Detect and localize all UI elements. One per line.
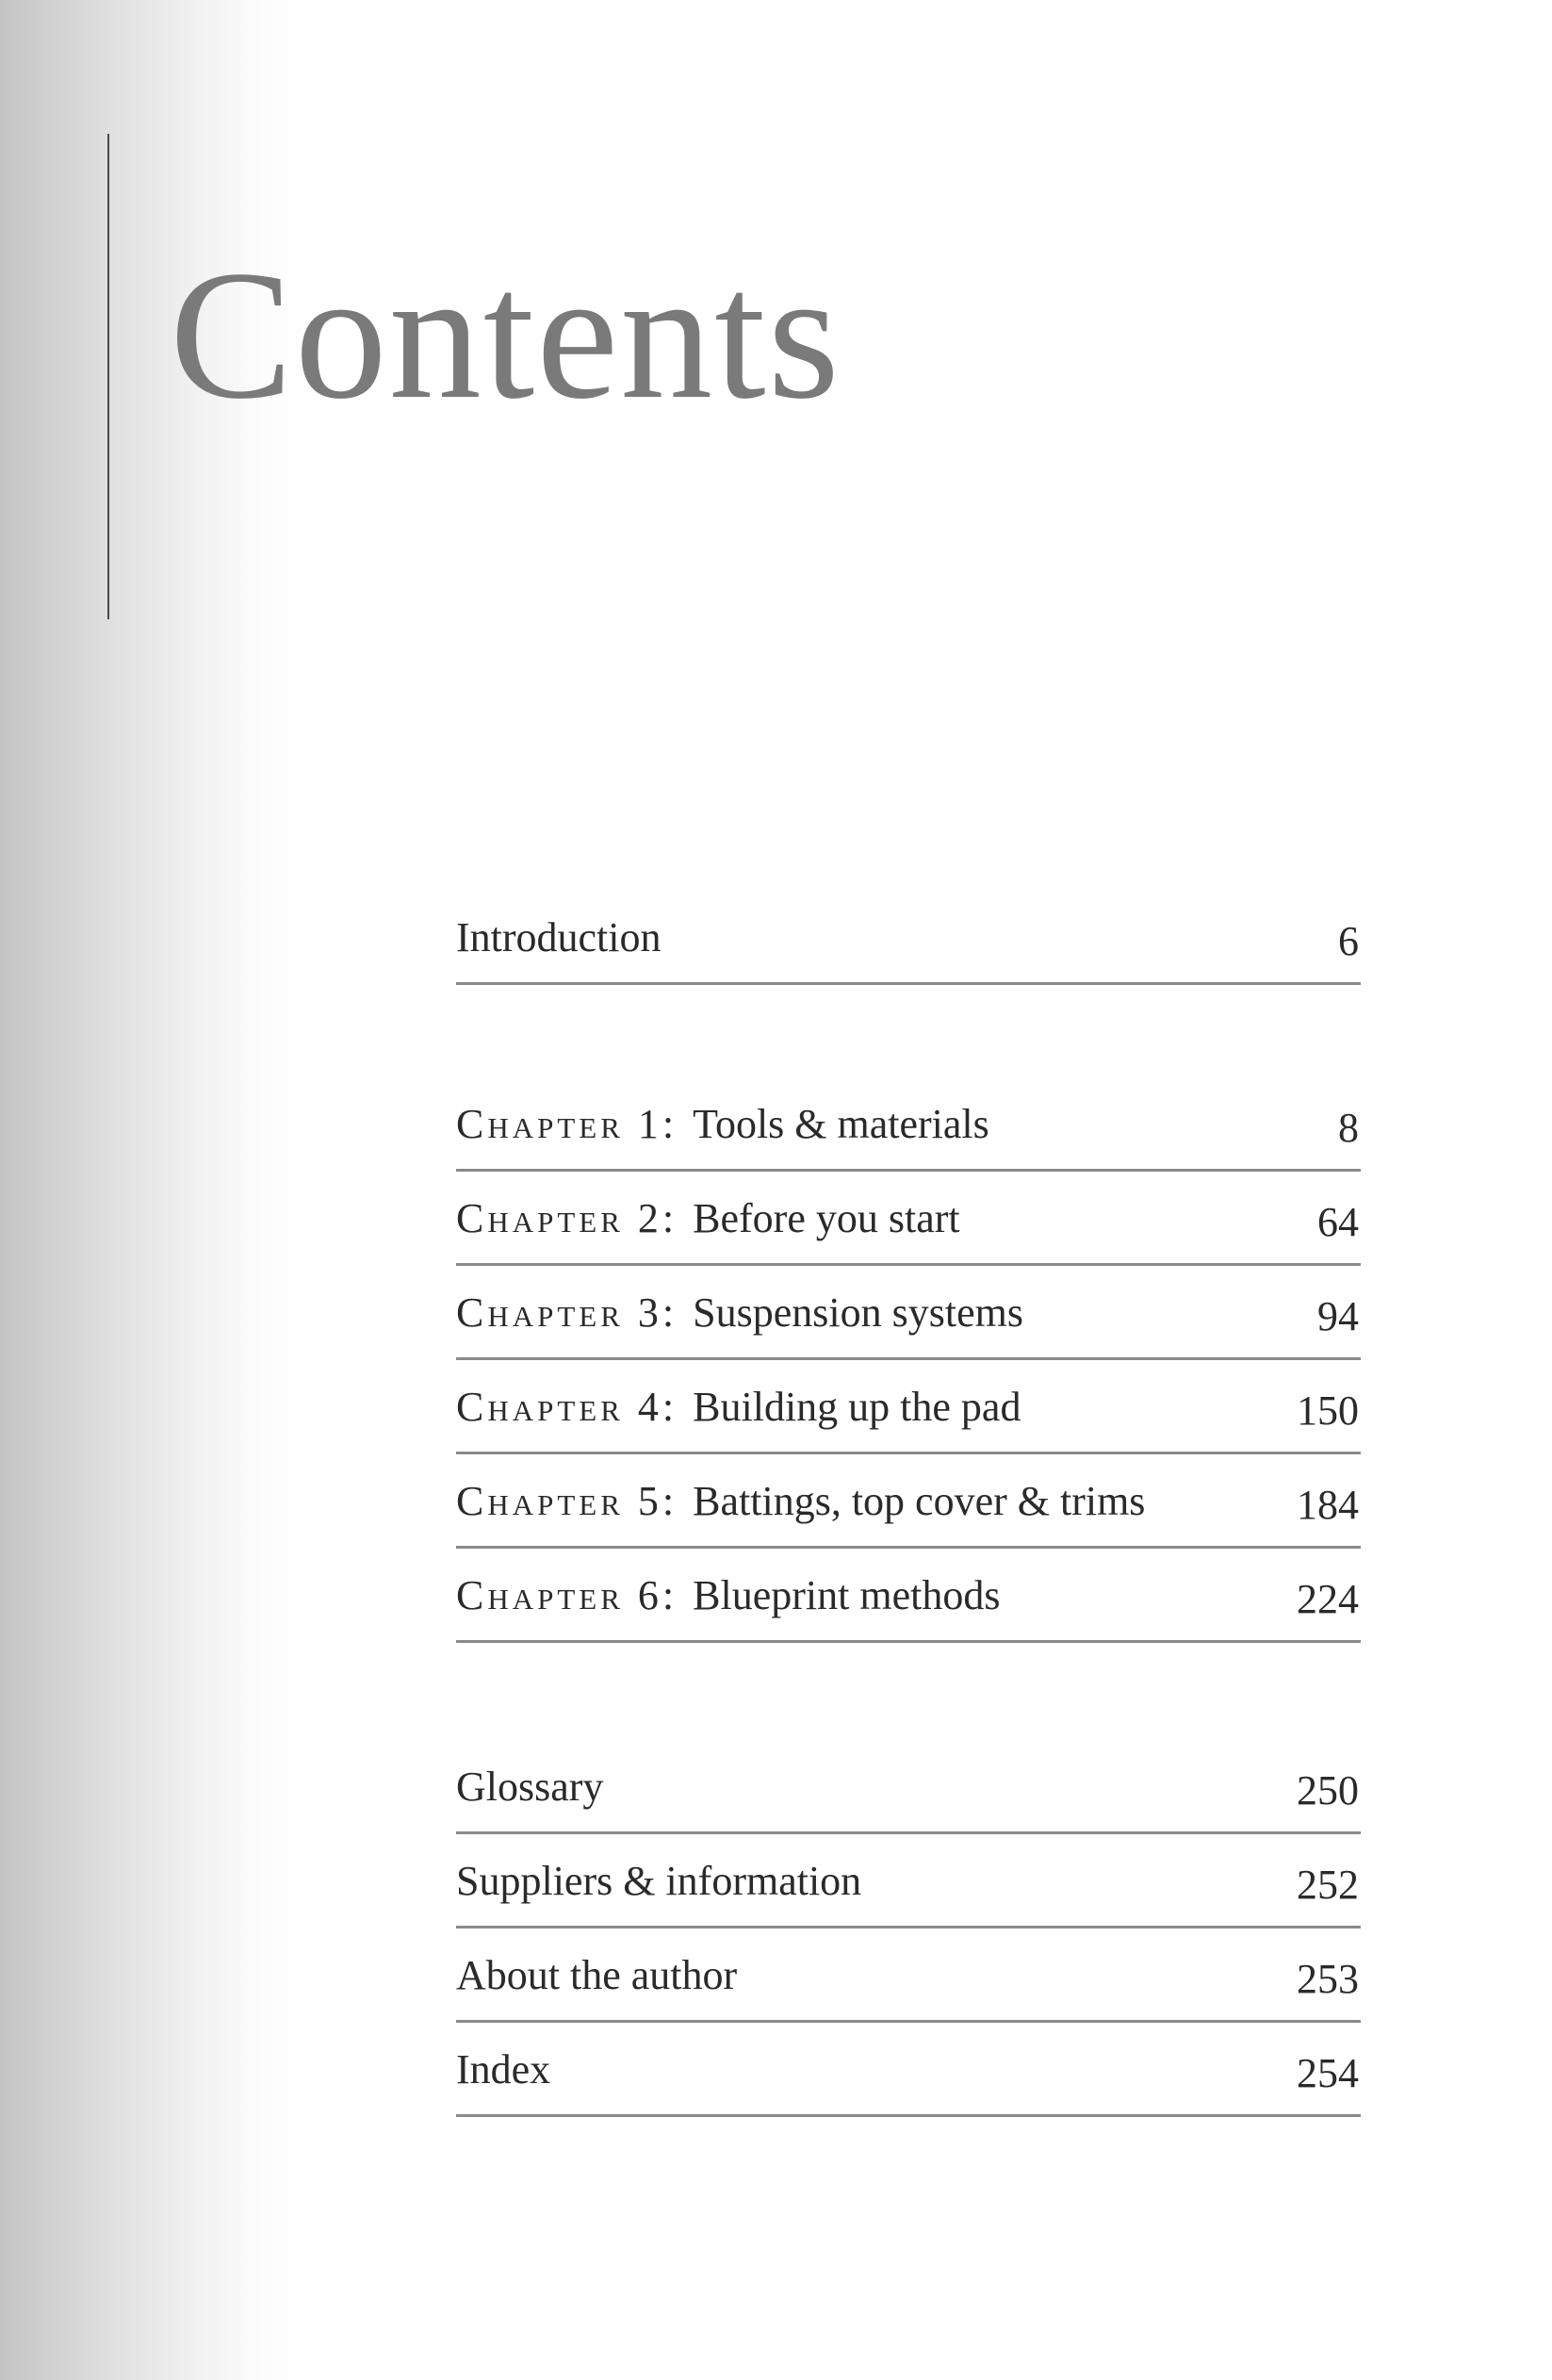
toc-entry-chapter-4[interactable]: [456, 1360, 1361, 1454]
toc-entry-introduction[interactable]: [456, 891, 1361, 985]
entry-label: Blueprint methods: [693, 1572, 1001, 1618]
toc-entry-chapter-1[interactable]: [456, 1077, 1361, 1172]
entry-page-number: 254: [1297, 2050, 1359, 2096]
toc-entry-glossary[interactable]: [456, 1740, 1361, 1834]
page-title: Contents: [170, 233, 841, 437]
chapter-prefix: Chapter 5:: [456, 1478, 678, 1524]
toc-entry-suppliers[interactable]: [456, 1834, 1361, 1929]
entry-page-number: 224: [1297, 1576, 1359, 1622]
entry-label: Building up the pad: [693, 1384, 1021, 1430]
entry-page-number: 94: [1317, 1293, 1359, 1339]
entry-page-number: 184: [1297, 1482, 1359, 1528]
toc-chapters: [456, 1077, 1361, 1643]
entry-label: About the author: [456, 1952, 738, 1998]
entry-label: Glossary: [456, 1764, 604, 1810]
entry-label: Before you start: [693, 1195, 960, 1241]
chapter-prefix: Chapter 3:: [456, 1289, 678, 1336]
toc-entry-chapter-6[interactable]: [456, 1549, 1361, 1643]
entry-label: Index: [456, 2046, 551, 2093]
entry-label: Introduction: [456, 914, 662, 960]
entry-label: Suppliers & information: [456, 1858, 862, 1904]
chapter-prefix: Chapter 1:: [456, 1101, 678, 1147]
entry-label: Suspension systems: [693, 1289, 1023, 1336]
vertical-rule: [107, 134, 109, 619]
entry-label: Tools & materials: [693, 1101, 989, 1147]
entry-page-number: 250: [1297, 1767, 1359, 1814]
entry-page-number: 8: [1338, 1105, 1359, 1151]
toc-front-matter: [456, 891, 1361, 985]
entry-label: Battings, top cover & trims: [693, 1478, 1146, 1524]
chapter-prefix: Chapter 6:: [456, 1572, 678, 1618]
entry-page-number: 253: [1297, 1956, 1359, 2002]
toc-entry-chapter-3[interactable]: [456, 1266, 1361, 1360]
entry-page-number: 64: [1317, 1199, 1359, 1245]
toc-entry-about-author[interactable]: [456, 1929, 1361, 2023]
entry-page-number: 6: [1338, 918, 1359, 964]
entry-page-number: 150: [1297, 1387, 1359, 1434]
entry-page-number: 252: [1297, 1862, 1359, 1908]
toc-entry-index[interactable]: [456, 2023, 1361, 2117]
toc-entry-chapter-5[interactable]: [456, 1454, 1361, 1549]
toc-entry-chapter-2[interactable]: [456, 1172, 1361, 1266]
chapter-prefix: Chapter 4:: [456, 1384, 678, 1430]
chapter-prefix: Chapter 2:: [456, 1195, 678, 1241]
toc-back-matter: [456, 1740, 1361, 2117]
